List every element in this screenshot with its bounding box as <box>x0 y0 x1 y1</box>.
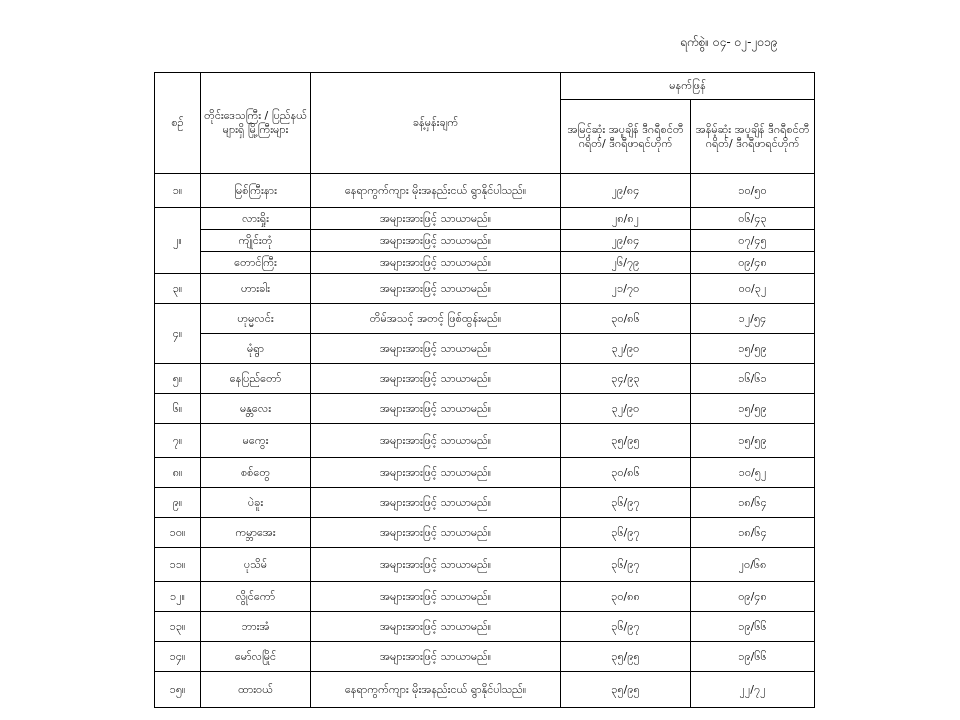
table-row <box>155 642 815 672</box>
row-city: ကျိုင်းတုံ <box>201 230 311 252</box>
row-max-temp: ၂၈/၈၂ <box>561 208 691 230</box>
row-city: မကွေး <box>201 424 311 458</box>
row-no: ၁၁။ <box>155 548 201 582</box>
row-max-temp: ၃၀/၈၈ <box>561 582 691 612</box>
header-min-temp: အနိမ့်ဆုံး အပူချိန် ဒီဂရီစင်တီဂရိတ်/ ဒီဂရီဖာရင်ဟိုက် <box>691 100 815 174</box>
row-max-temp: ၂၉/၈၄ <box>561 230 691 252</box>
row-min-temp: ၀၀/၃၂ <box>691 274 815 304</box>
row-max-temp: ၃၆/၉၇ <box>561 548 691 582</box>
table-row <box>155 424 815 458</box>
row-forecast: အများအားဖြင့် သာယာမည်။ <box>311 518 561 548</box>
row-forecast: နေရာကွက်ကျား မိုးအနည်းငယ် ရွာနိုင်ပါသည်။ <box>311 174 561 208</box>
row-min-temp: ၁၉/၆၆ <box>691 642 815 672</box>
table-row <box>155 274 815 304</box>
table-row <box>155 304 815 334</box>
row-city: တောင်ကြီး <box>201 252 311 274</box>
row-min-temp: ၁၀/၅၂ <box>691 458 815 488</box>
header-temperature: မနက်ဖြန် <box>561 73 815 100</box>
row-forecast: အများအားဖြင့် သာယာမည်။ <box>311 252 561 274</box>
row-min-temp: ၀၆/၄၃ <box>691 208 815 230</box>
row-forecast: အများအားဖြင့် သာယာမည်။ <box>311 394 561 424</box>
row-min-temp: ၁၉/၆၆ <box>691 612 815 642</box>
row-no: ၄။ <box>155 304 201 364</box>
row-min-temp: ၂၂/၇၂ <box>691 672 815 708</box>
row-min-temp: ၁၂/၅၄ <box>691 304 815 334</box>
row-forecast: အများအားဖြင့် သာယာမည်။ <box>311 458 561 488</box>
table-row <box>155 612 815 642</box>
row-city: နေပြည်တော် <box>201 364 311 394</box>
row-city: ပဲခူး <box>201 488 311 518</box>
row-max-temp: ၃၀/၈၆ <box>561 304 691 334</box>
row-forecast: တိမ်အသင့် အတင့် ဖြစ်ထွန်းမည်။ <box>311 304 561 334</box>
row-city: ထားဝယ် <box>201 672 311 708</box>
header-city: တိုင်းဒေသကြီး / ပြည်နယ်များရှိ မြို့ကြီးများ <box>201 73 311 174</box>
row-forecast: အများအားဖြင့် သာယာမည်။ <box>311 612 561 642</box>
report-date: ရက်စွဲ။ ၀၄- ၀၂-၂၀၁၉ <box>680 35 778 49</box>
row-forecast: နေရာကွက်ကျား မိုးအနည်းငယ် ရွာနိုင်ပါသည်။ <box>311 672 561 708</box>
table-row <box>155 518 815 548</box>
row-city: မုံရွာ <box>201 334 311 364</box>
header-forecast: ခန့်မှန်းချက် <box>311 73 561 174</box>
row-forecast: အများအားဖြင့် သာယာမည်။ <box>311 334 561 364</box>
row-max-temp: ၃၆/၉၇ <box>561 612 691 642</box>
row-no: ၇။ <box>155 424 201 458</box>
forecast-table <box>154 72 815 708</box>
row-no: ၁၅။ <box>155 672 201 708</box>
table-row <box>155 252 815 274</box>
row-forecast: အများအားဖြင့် သာယာမည်။ <box>311 548 561 582</box>
row-no: ၁၂။ <box>155 582 201 612</box>
table-row <box>155 230 815 252</box>
row-no: ၅။ <box>155 364 201 394</box>
row-max-temp: ၃၀/၈၆ <box>561 458 691 488</box>
row-max-temp: ၃၅/၉၅ <box>561 642 691 672</box>
row-forecast: အများအားဖြင့် သာယာမည်။ <box>311 230 561 252</box>
table-row <box>155 672 815 708</box>
row-min-temp: ၁၅/၅၉ <box>691 424 815 458</box>
row-no: ၃။ <box>155 274 201 304</box>
row-min-temp: ၁၀/၅၀ <box>691 174 815 208</box>
row-min-temp: ၁၈/၆၄ <box>691 518 815 548</box>
row-forecast: အများအားဖြင့် သာယာမည်။ <box>311 642 561 672</box>
table-row <box>155 208 815 230</box>
row-city: မန္တလေး <box>201 394 311 424</box>
row-city: မြစ်ကြီးနား <box>201 174 311 208</box>
row-no: ၉။ <box>155 488 201 518</box>
row-max-temp: ၂၆/၇၉ <box>561 252 691 274</box>
row-min-temp: ၁၅/၅၉ <box>691 334 815 364</box>
row-min-temp: ၀၉/၄၈ <box>691 252 815 274</box>
row-min-temp: ၀၇/၄၅ <box>691 230 815 252</box>
row-min-temp: ၁၅/၅၉ <box>691 394 815 424</box>
table-row <box>155 394 815 424</box>
row-city: ပုသိမ် <box>201 548 311 582</box>
row-forecast: အများအားဖြင့် သာယာမည်။ <box>311 488 561 518</box>
row-max-temp: ၃၆/၉၇ <box>561 488 691 518</box>
row-max-temp: ၃၂/၉၀ <box>561 334 691 364</box>
row-max-temp: ၃၅/၉၅ <box>561 424 691 458</box>
row-max-temp: ၃၅/၉၅ <box>561 672 691 708</box>
row-city: ဘားအံ <box>201 612 311 642</box>
row-no: ၆။ <box>155 394 201 424</box>
row-forecast: အများအားဖြင့် သာယာမည်။ <box>311 364 561 394</box>
row-forecast: အများအားဖြင့် သာယာမည်။ <box>311 582 561 612</box>
table-row <box>155 364 815 394</box>
table-row <box>155 488 815 518</box>
row-max-temp: ၃၄/၉၃ <box>561 364 691 394</box>
row-max-temp: ၂၉/၈၄ <box>561 174 691 208</box>
row-no: ၁၄။ <box>155 642 201 672</box>
row-min-temp: ၀၉/၄၈ <box>691 582 815 612</box>
row-city: ကမ္ဘာအေး <box>201 518 311 548</box>
table-row <box>155 174 815 208</box>
row-forecast: အများအားဖြင့် သာယာမည်။ <box>311 208 561 230</box>
row-city: ဟုမ္မလင်း <box>201 304 311 334</box>
row-no: ၁။ <box>155 174 201 208</box>
row-no: ၂။ <box>155 208 201 274</box>
row-max-temp: ၃၆/၉၇ <box>561 518 691 548</box>
header-max-temp: အမြင့်ဆုံး အပူချိန် ဒီဂရီစင်တီဂရိတ်/ ဒီဂရီဖာရင်ဟိုက် <box>561 100 691 174</box>
row-min-temp: ၁၆/၆၁ <box>691 364 815 394</box>
row-max-temp: ၃၂/၉၀ <box>561 394 691 424</box>
row-city: လွိုင်ကော် <box>201 582 311 612</box>
row-forecast: အများအားဖြင့် သာယာမည်။ <box>311 424 561 458</box>
row-city: လားရှိုး <box>201 208 311 230</box>
row-no: ၈။ <box>155 458 201 488</box>
row-no: ၁၀။ <box>155 518 201 548</box>
row-min-temp: ၂၀/၆၈ <box>691 548 815 582</box>
header-no: စဉ် <box>155 73 201 174</box>
row-min-temp: ၁၈/၆၄ <box>691 488 815 518</box>
table-row <box>155 582 815 612</box>
table-row <box>155 548 815 582</box>
row-city: ဟားခါး <box>201 274 311 304</box>
row-forecast: အများအားဖြင့် သာယာမည်။ <box>311 274 561 304</box>
row-city: စစ်တွေ <box>201 458 311 488</box>
row-no: ၁၃။ <box>155 612 201 642</box>
table-row <box>155 334 815 364</box>
row-city: မော်လမြိုင် <box>201 642 311 672</box>
table-row <box>155 458 815 488</box>
row-max-temp: ၂၁/၇၀ <box>561 274 691 304</box>
